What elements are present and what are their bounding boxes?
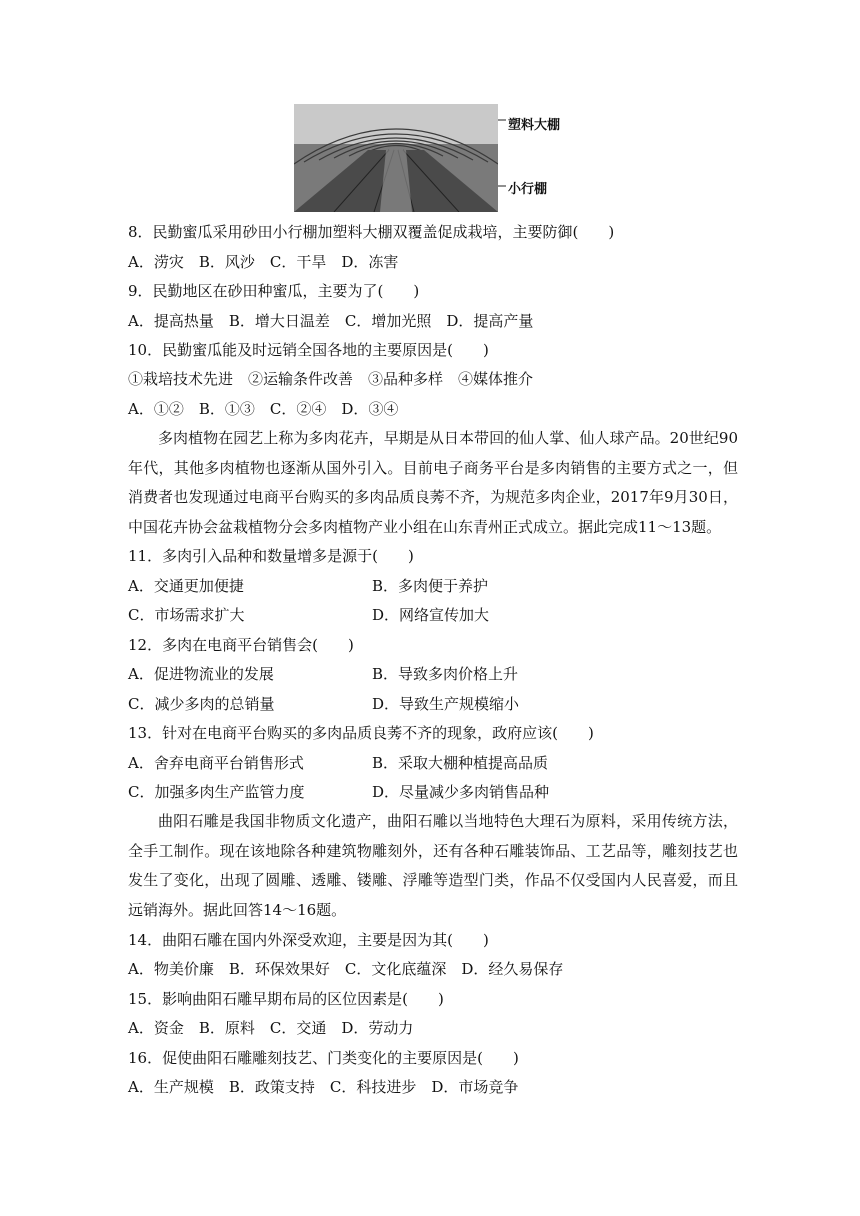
question-15-options: A．资金 B．原料 C．交通 D．劳动力	[128, 1019, 414, 1037]
question-12-option-c: C．减少多肉的总销量	[128, 695, 275, 713]
question-13-option-d: D．尽量减少多肉销售品种	[372, 783, 550, 801]
question-10-choices: ①栽培技术先进 ②运输条件改善 ③品种多样 ④媒体推介	[128, 370, 534, 388]
passage-quyang-stone-carving: 曲阳石雕是我国非物质文化遗产，曲阳石雕以当地特色大理石为原料，采用传统方法，全手工制作。现在该地除各种建筑物雕刻外，还有各种石雕装饰品、工艺品等，雕刻技艺也发生了变化，出现了圆雕、透雕、镂雕、浮雕等造型门类，作品不仅受国内人民喜爱，而且远销海外。据此回答14～16题。	[128, 812, 738, 919]
question-16-stem: 16．促使曲阳石雕雕刻技艺、门类变化的主要原因是( )	[128, 1049, 519, 1067]
question-8-options: A．涝灾 B．风沙 C．干旱 D．冻害	[128, 253, 399, 271]
question-10-stem: 10．民勤蜜瓜能及时远销全国各地的主要原因是( )	[128, 341, 489, 359]
question-8-stem: 8．民勤蜜瓜采用砂田小行棚加塑料大棚双覆盖促成栽培，主要防御( )	[128, 223, 615, 241]
question-9-stem: 9．民勤地区在砂田种蜜瓜，主要为了( )	[128, 282, 420, 300]
question-13-option-b: B．采取大棚种植提高品质	[372, 754, 549, 772]
question-16-options: A．生产规模 B．政策支持 C．科技进步 D．市场竞争	[128, 1078, 519, 1096]
question-14-stem: 14．曲阳石雕在国内外深受欢迎，主要是因为其( )	[128, 931, 489, 949]
question-12-stem: 12．多肉在电商平台销售会( )	[128, 636, 354, 654]
question-12-option-b: B．导致多肉价格上升	[372, 665, 519, 683]
label-small-row-shed: 小行棚	[508, 182, 548, 197]
question-13-option-a: A．舍弃电商平台销售形式	[128, 754, 304, 772]
figure-pointer-lines	[498, 112, 508, 192]
question-12-option-a: A．促进物流业的发展	[128, 665, 274, 683]
question-11-option-b: B．多肉便于养护	[372, 577, 489, 595]
question-13-option-c: C．加强多肉生产监管力度	[128, 783, 305, 801]
question-11-stem: 11．多肉引入品种和数量增多是源于( )	[128, 547, 414, 565]
question-13-stem: 13．针对在电商平台购买的多肉品质良莠不齐的现象，政府应该( )	[128, 724, 594, 742]
question-14-options: A．物美价廉 B．环保效果好 C．文化底蕴深 D．经久易保存	[128, 960, 564, 978]
greenhouse-photo	[294, 104, 498, 212]
greenhouse-illustration	[294, 104, 498, 212]
question-15-stem: 15．影响曲阳石雕早期布局的区位因素是( )	[128, 990, 444, 1008]
question-10-options: A．①② B．①③ C．②④ D．③④	[128, 400, 399, 418]
question-11-option-a: A．交通更加便捷	[128, 577, 244, 595]
label-plastic-greenhouse: 塑料大棚	[508, 118, 561, 133]
question-9-options: A．提高热量 B．增大日温差 C．增加光照 D．提高产量	[128, 312, 534, 330]
question-12-option-d: D．导致生产规模缩小	[372, 695, 520, 713]
question-11-option-d: D．网络宣传加大	[372, 606, 490, 624]
question-11-option-c: C．市场需求扩大	[128, 606, 245, 624]
passage-succulents: 多肉植物在园艺上称为多肉花卉，早期是从日本带回的仙人掌、仙人球产品。20世纪90年代，其他多肉植物也逐渐从国外引入。目前电子商务平台是多肉销售的主要方式之一，但消费者也发现通过电商平台购买的多肉品质良莠不齐，为规范多肉企业，2017年9月30日，中国花卉协会盆栽植物分会多肉植物产业小组在山东青州正式成立。据此完成11～13题。	[128, 429, 738, 536]
